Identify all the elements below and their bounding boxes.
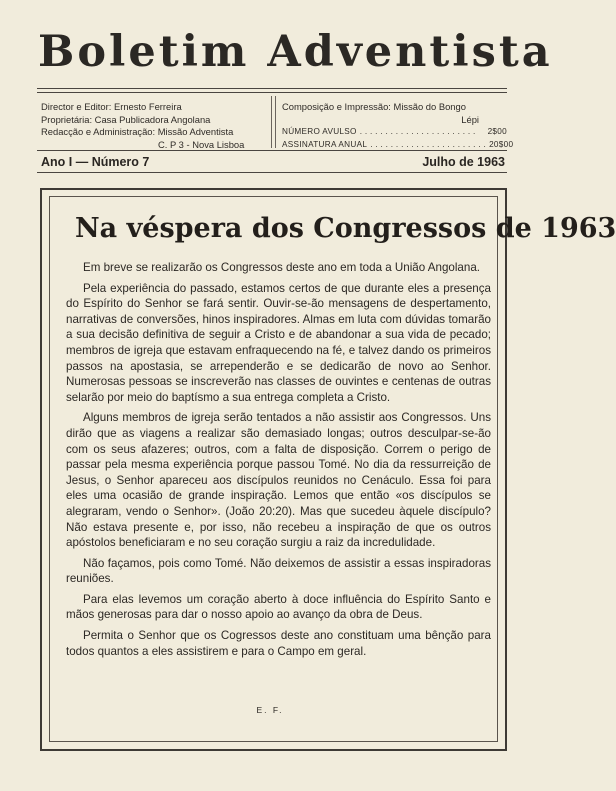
article-body	[66, 260, 491, 664]
subscription-price-label: ASSINATURA ANUAL	[282, 139, 368, 149]
masthead-rule-bottom	[37, 92, 507, 93]
article-paragraph: Não façamos, pois como Tomé. Não deixemos de assistir a essas inspiradoras reuniões.	[66, 556, 491, 586]
article-paragraph: Para elas levemos um coração aberto à doce influência do Espírito Santo e mãos generosas para dar o nosso apoio ao avanço da obra de Deus.	[66, 592, 491, 622]
issue-rule-top	[37, 150, 507, 151]
printing-block	[282, 101, 514, 151]
credits-block	[41, 101, 244, 151]
article-paragraph: Permita o Senhor que os Cogressos deste ano constituam uma bênção para todos quantos a eles assistirem e para o Campo em geral.	[66, 629, 491, 658]
place-line: Lépi	[461, 113, 479, 125]
issue-date: Julho de 1963	[422, 155, 505, 169]
article-title: Na véspera dos Congressos de 1963	[75, 213, 616, 244]
masthead-rule-top	[37, 88, 507, 89]
composition-line: Composição e Impressão: Missão do Bongo	[282, 101, 466, 112]
leader-dots: . . . . . . . . . . . . . . . . . . . . . . .	[370, 139, 487, 149]
single-price-value: 2$00	[487, 127, 507, 137]
issue-number: Ano I — Número 7	[41, 155, 150, 169]
leader-dots: . . . . . . . . . . . . . . . . . . . . . . .	[359, 127, 476, 137]
article-paragraph: Em breve se realizarão os Congressos deste ano em toda a União Angolana.	[83, 261, 481, 274]
director-line: Director e Editor: Ernesto Ferreira	[41, 101, 182, 112]
article-signature: E. F.	[256, 705, 284, 715]
single-price-row	[282, 126, 507, 139]
owner-line: Proprietária: Casa Publicadora Angolana	[41, 113, 211, 125]
issue-rule-bottom	[37, 172, 507, 173]
single-price-label: NÚMERO AVULSO	[282, 127, 357, 137]
office-line: Redacção e Administração: Missão Adventista	[41, 126, 234, 138]
article-paragraph: Alguns membros de igreja serão tentados a não assistir aos Congressos. Uns dirão que as viagens a realizar são demasiado longas; outros desculpar-se-ão com os seus afazeres; outros, com a falta de disposição. Correm o perigo de passar pela mesma experiência porque passou Tomé. No dia da ressurreição de Jesus, o Senhor apareceu aos discípulos reunidos no Cenáculo. Essa foi para eles uma ocasião de grande inspiração. Lemos que então «os discípulos se alegraram, vendo o Senhor». (João 20:20). Mas que sucedeu àquele discípulo? Não estava presente e, por isso, não recebeu a inspiração de que os outros apóstolos beneficiaram e no seu coração surgiu a raiz da incredulidade.	[66, 411, 491, 550]
column-divider	[271, 96, 276, 148]
masthead-title: Boletim Adventista	[38, 27, 553, 77]
subscription-price-value: 20$00	[489, 139, 514, 149]
address-line: C. P 3 - Nova Lisboa	[158, 138, 245, 150]
article-paragraph: Pela experiência do passado, estamos certos de que durante eles a presença do Espírito do Senhor se fará sentir. Ouvir-se-ão mensagens de despertamento, narrativas de conversões, hinos inspiradores. Almas em luta com dúvidas tomarão a sua decisão definitiva de seguir a Cristo e de abandonar a sua vida de pecado; membros de igreja que estavam enfraquecendo na fé, e talvez dando os primeiros passos na apostasia, se arrependerão e se dedicarão de novo ao Senhor. Numerosas pessoas se inscreverão nas classes de ouvintes e centenas de outras selarão por meio do baptísmo a sua entrega completa a Cristo.	[66, 281, 491, 404]
issue-row	[41, 155, 505, 169]
